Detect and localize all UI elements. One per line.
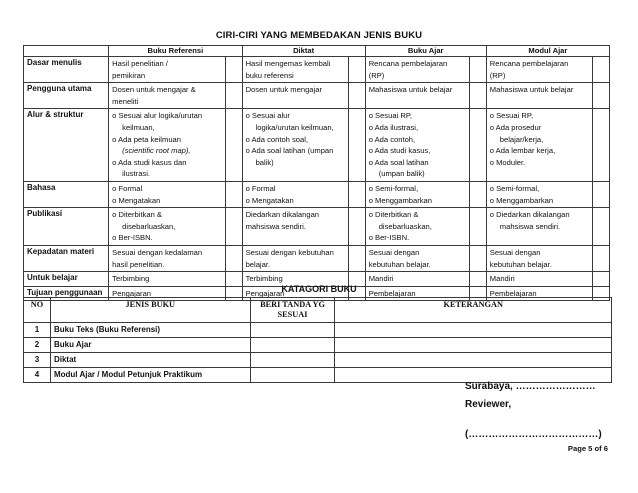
comparison-row <box>24 57 610 83</box>
content-cell <box>486 181 593 207</box>
content-cell <box>109 245 226 271</box>
content-cell <box>109 208 226 246</box>
kategori-tanda-cell[interactable] <box>250 338 335 353</box>
kategori-row <box>24 338 612 353</box>
content-cell <box>365 245 470 271</box>
cell-line: Terbimbing <box>245 274 283 284</box>
cell-line: buku referensi <box>245 70 294 80</box>
cell-line: o Ber-ISBN. <box>368 233 410 243</box>
check-cell[interactable] <box>593 57 610 83</box>
cell-line: o Diterbitkan & <box>112 210 162 220</box>
content-cell <box>486 109 593 182</box>
row-label: Tujuan penggunaan <box>24 286 109 301</box>
header-beri-tanda: BERI TANDA YG SESUAI <box>250 298 335 323</box>
header-jenis-buku: JENIS BUKU <box>50 298 250 323</box>
check-cell[interactable] <box>226 83 242 109</box>
content-cell <box>242 83 349 109</box>
cell-line: mahsiswa sendiri. <box>499 221 561 231</box>
check-cell[interactable] <box>226 245 242 271</box>
check-cell[interactable] <box>593 208 610 246</box>
cell-line: o Formal <box>112 183 143 193</box>
cell-line: Mandiri <box>489 274 515 284</box>
cell-line: pemikiran <box>112 70 146 80</box>
cell-line: o Sesuai alur <box>245 111 290 121</box>
cell-line: Pengajaran <box>245 288 285 298</box>
cell-line: (scientific root map), <box>122 146 191 156</box>
cell-line: Diedarkan dikalangan <box>245 210 320 220</box>
check-cell[interactable] <box>349 245 365 271</box>
kategori-no: 3 <box>24 353 51 368</box>
cell-line: Sesuai dengan kedalaman <box>112 247 203 257</box>
content-cell <box>486 83 593 109</box>
header-keterangan: KETERANGAN <box>335 298 612 323</box>
cell-line: (umpan balik) <box>378 169 425 179</box>
cell-line: Terbimbing <box>112 274 150 284</box>
cell-line: belajar. <box>245 259 271 269</box>
cell-line: o Mengatakan <box>245 195 294 205</box>
cell-line: Dosen untuk mengajar & <box>112 85 196 95</box>
check-cell[interactable] <box>226 109 242 182</box>
check-cell[interactable] <box>593 83 610 109</box>
cell-line: o Ada lembar kerja, <box>489 146 556 156</box>
content-cell <box>242 57 349 83</box>
cell-line: logika/urutan keilmuan, <box>255 122 334 132</box>
cell-line: o Ada soal latihan <box>368 157 429 167</box>
kategori-tanda-cell[interactable] <box>250 353 335 368</box>
cell-line: o Menggambarkan <box>368 195 433 205</box>
cell-line: Sesuai dengan <box>368 247 420 257</box>
content-cell <box>242 181 349 207</box>
check-cell[interactable] <box>226 57 242 83</box>
cell-line: o Mengatakan <box>112 195 161 205</box>
kategori-keterangan-cell[interactable] <box>335 353 612 368</box>
check-cell[interactable] <box>470 109 486 182</box>
comparison-header-row <box>24 46 610 57</box>
cell-line: Rencana pembelajaran <box>489 59 569 68</box>
signature-place: Surabaya, …………………… <box>465 381 596 392</box>
comparison-row <box>24 83 610 109</box>
signature-role: Reviewer, <box>465 399 512 410</box>
cell-line: o Ada ilustrasi, <box>368 122 419 132</box>
cell-line: o Menggambarkan <box>489 195 554 205</box>
content-cell <box>365 208 470 246</box>
cell-line: balik) <box>255 157 274 167</box>
row-label: Pengguna utama <box>24 83 109 109</box>
check-cell[interactable] <box>470 181 486 207</box>
cell-line: Pengajaran <box>112 288 152 298</box>
content-cell <box>109 109 226 182</box>
content-cell <box>109 83 226 109</box>
check-cell[interactable] <box>226 208 242 246</box>
comparison-row <box>24 245 610 271</box>
content-cell <box>242 208 349 246</box>
cell-line: (RP) <box>489 70 506 80</box>
cell-line: hasil penelitian. <box>112 259 165 269</box>
content-cell <box>486 208 593 246</box>
check-cell[interactable] <box>470 208 486 246</box>
check-cell[interactable] <box>349 57 365 83</box>
cell-line: o Ada contoh soal, <box>245 134 309 144</box>
kategori-no: 2 <box>24 338 51 353</box>
cell-line: Sesuai dengan <box>489 247 541 257</box>
comparison-row <box>24 181 610 207</box>
header-diktat: Diktat <box>242 46 365 57</box>
cell-line: mahsiswa sendiri. <box>245 221 306 231</box>
cell-line: o Ada peta keilmuan <box>112 134 181 144</box>
corner-cell <box>24 46 109 57</box>
cell-line: kebutuhan belajar. <box>489 259 552 269</box>
cell-line: ilustrasi. <box>122 169 151 179</box>
check-cell[interactable] <box>593 109 610 182</box>
cell-line: kebutuhan belajar. <box>368 259 431 269</box>
cell-line: o Ber-ISBN. <box>112 233 153 243</box>
cell-line: o Formal <box>245 183 276 193</box>
cell-line: o Diedarkan dikalangan <box>489 210 570 220</box>
kategori-header-row <box>24 298 612 323</box>
cell-line: o Sesuai alur logika/urutan <box>112 111 203 121</box>
page-number: Page 5 of 6 <box>567 444 608 453</box>
cell-line: o Ada studi kasus dan <box>112 157 187 167</box>
header-no: NO <box>24 298 51 323</box>
kategori-tanda-cell[interactable] <box>250 368 335 383</box>
kategori-table <box>23 297 612 383</box>
check-cell[interactable] <box>593 181 610 207</box>
cell-line: o Ada soal latihan (umpan <box>245 146 334 156</box>
kategori-tanda-cell[interactable] <box>250 323 335 338</box>
kategori-jenis: Modul Ajar / Modul Petunjuk Praktikum <box>50 368 250 383</box>
kategori-row <box>24 353 612 368</box>
cell-line: Mandiri <box>368 274 394 284</box>
row-label: Dasar menulis <box>24 57 109 83</box>
check-cell[interactable] <box>349 208 365 246</box>
cell-line: Hasil mengemas kembali <box>245 59 331 68</box>
content-cell <box>486 57 593 83</box>
cell-line: Dosen untuk mengajar <box>245 85 322 95</box>
cell-line: o Ada studi kasus, <box>368 146 431 156</box>
comparison-row <box>24 208 610 246</box>
content-cell <box>365 181 470 207</box>
cell-line: o Diterbitkan & <box>368 210 419 220</box>
check-cell[interactable] <box>349 181 365 207</box>
header-buku-referensi: Buku Referensi <box>109 46 242 57</box>
cell-line: o Sesuai RP, <box>489 111 534 121</box>
cell-line: Mahasiswa untuk belajar <box>489 85 574 95</box>
row-label: Alur & struktur <box>24 109 109 182</box>
check-cell[interactable] <box>349 83 365 109</box>
cell-line: (RP) <box>368 70 385 80</box>
row-label: Kepadatan materi <box>24 245 109 271</box>
kategori-row <box>24 323 612 338</box>
check-cell[interactable] <box>470 83 486 109</box>
content-cell <box>242 245 349 271</box>
header-buku-ajar: Buku Ajar <box>365 46 486 57</box>
check-cell[interactable] <box>593 245 610 271</box>
kategori-jenis: Diktat <box>50 353 250 368</box>
cell-line: Pembelajaran <box>368 288 416 298</box>
row-label: Publikasi <box>24 208 109 246</box>
cell-line: Hasil penelitian / <box>112 59 168 68</box>
kategori-title: KATAGORI BUKU <box>281 284 357 294</box>
page-title: CIRI-CIRI YANG MEMBEDAKAN JENIS BUKU <box>215 30 423 41</box>
cell-line: o Semi-formal, <box>368 183 419 193</box>
kategori-keterangan-cell[interactable] <box>335 338 612 353</box>
check-cell[interactable] <box>226 181 242 207</box>
kategori-jenis: Buku Teks (Buku Referensi) <box>50 323 250 338</box>
content-cell <box>486 245 593 271</box>
signature-name: (…………………………………) <box>465 429 602 440</box>
kategori-no: 1 <box>24 323 51 338</box>
cell-line: keilmuan, <box>122 122 155 132</box>
content-cell <box>365 83 470 109</box>
cell-line: meneliti <box>112 96 139 106</box>
cell-line: belajar/kerja, <box>499 134 544 144</box>
comparison-row <box>24 109 610 182</box>
cell-line: Mahasiswa untuk belajar <box>368 85 453 95</box>
cell-line: o Sesuai RP, <box>368 111 413 121</box>
content-cell <box>109 181 226 207</box>
kategori-no: 4 <box>24 368 51 383</box>
cell-line: o Ada prosedur <box>489 122 542 132</box>
cell-line: disebarluaskan, <box>378 221 432 231</box>
kategori-keterangan-cell[interactable] <box>335 323 612 338</box>
cell-line: disebarluaskan, <box>122 221 176 231</box>
cell-line: o Moduler. <box>489 157 526 167</box>
check-cell[interactable] <box>349 109 365 182</box>
check-cell[interactable] <box>470 57 486 83</box>
content-cell <box>242 109 349 182</box>
comparison-table <box>23 45 610 301</box>
row-label: Untuk belajar <box>24 272 109 287</box>
cell-line: o Ada contoh, <box>368 134 416 144</box>
header-modul-ajar: Modul Ajar <box>486 46 609 57</box>
kategori-jenis: Buku Ajar <box>50 338 250 353</box>
content-cell <box>109 57 226 83</box>
cell-line: Pembelajaran <box>489 288 537 298</box>
cell-line: Sesuai dengan kebutuhan <box>245 247 334 257</box>
row-label: Bahasa <box>24 181 109 207</box>
content-cell <box>365 109 470 182</box>
cell-line: o Semi-formal, <box>489 183 540 193</box>
cell-line: Rencana pembelajaran <box>368 59 448 68</box>
check-cell[interactable] <box>470 245 486 271</box>
content-cell <box>365 57 470 83</box>
